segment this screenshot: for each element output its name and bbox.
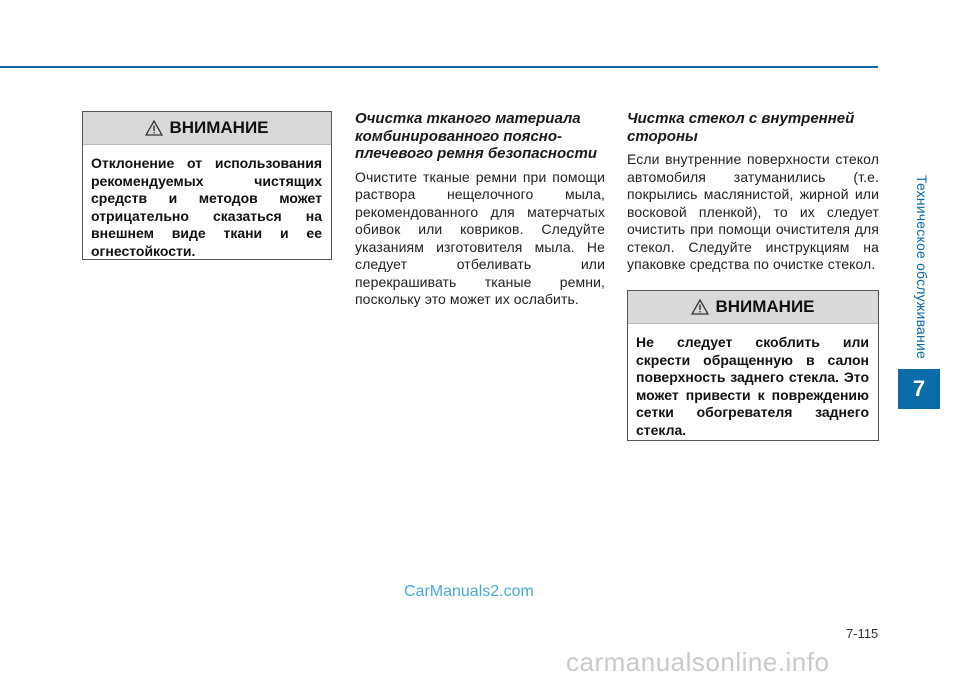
- warning-text: Отклонение от использования рекомендуемых чистящих средств и методов может отрицательно сказаться на внешнем виде ткани и ее огнестойкости.: [91, 155, 322, 259]
- section-interior-glass: [627, 110, 879, 274]
- warning-header: [628, 291, 878, 324]
- page-number: 7-115: [846, 626, 879, 641]
- warning-title: ВНИМАНИЕ: [169, 118, 269, 137]
- section-heading: Очистка тканого материала комбинированного поясно-плечевого ремня безопасности: [355, 110, 597, 162]
- warning-header: [83, 112, 331, 145]
- warning-box-fabric: [82, 111, 332, 260]
- chapter-side-title: Техническое обслуживание: [914, 175, 930, 359]
- top-rule: [0, 66, 878, 68]
- warning-text: Не следует скоблить или скрести обращенную в салон поверхность заднего стекла. Это может привести к повреждению сетки обогревателя заднего стекла.: [636, 334, 869, 438]
- chapter-tab[interactable]: 7: [898, 369, 940, 409]
- watermark-link[interactable]: CarManuals2.com: [404, 583, 534, 600]
- warning-box-rear-glass: [627, 290, 879, 441]
- section-paragraph: Если внутренние поверхности стекол автомобиля затуманились (т.е. покрылись маслянистой, жирной или восковой пленкой), то их следует очистить при помощи очистителя для стекол. Следуйте инструкциям на упаковке средства по очистке стекол.: [627, 151, 879, 272]
- section-seat-belts: [355, 110, 605, 309]
- section-heading: Чистка стекол с внутренней стороны: [627, 110, 855, 145]
- section-paragraph: Очистите тканые ремни при помощи раствора нещелочного мыла, рекомендованного для матерчатых обивок или ковриков. Следуйте указаниям изготовителя мыла. Не следует отбеливать или перекрашивать тканые ремни, поскольку это может их ослабить.: [355, 168, 605, 307]
- warning-triangle-icon: [145, 120, 163, 136]
- warning-title: ВНИМАНИЕ: [715, 297, 815, 316]
- warning-triangle-icon: [691, 299, 709, 315]
- site-watermark: carmanualsonline.info: [566, 647, 830, 677]
